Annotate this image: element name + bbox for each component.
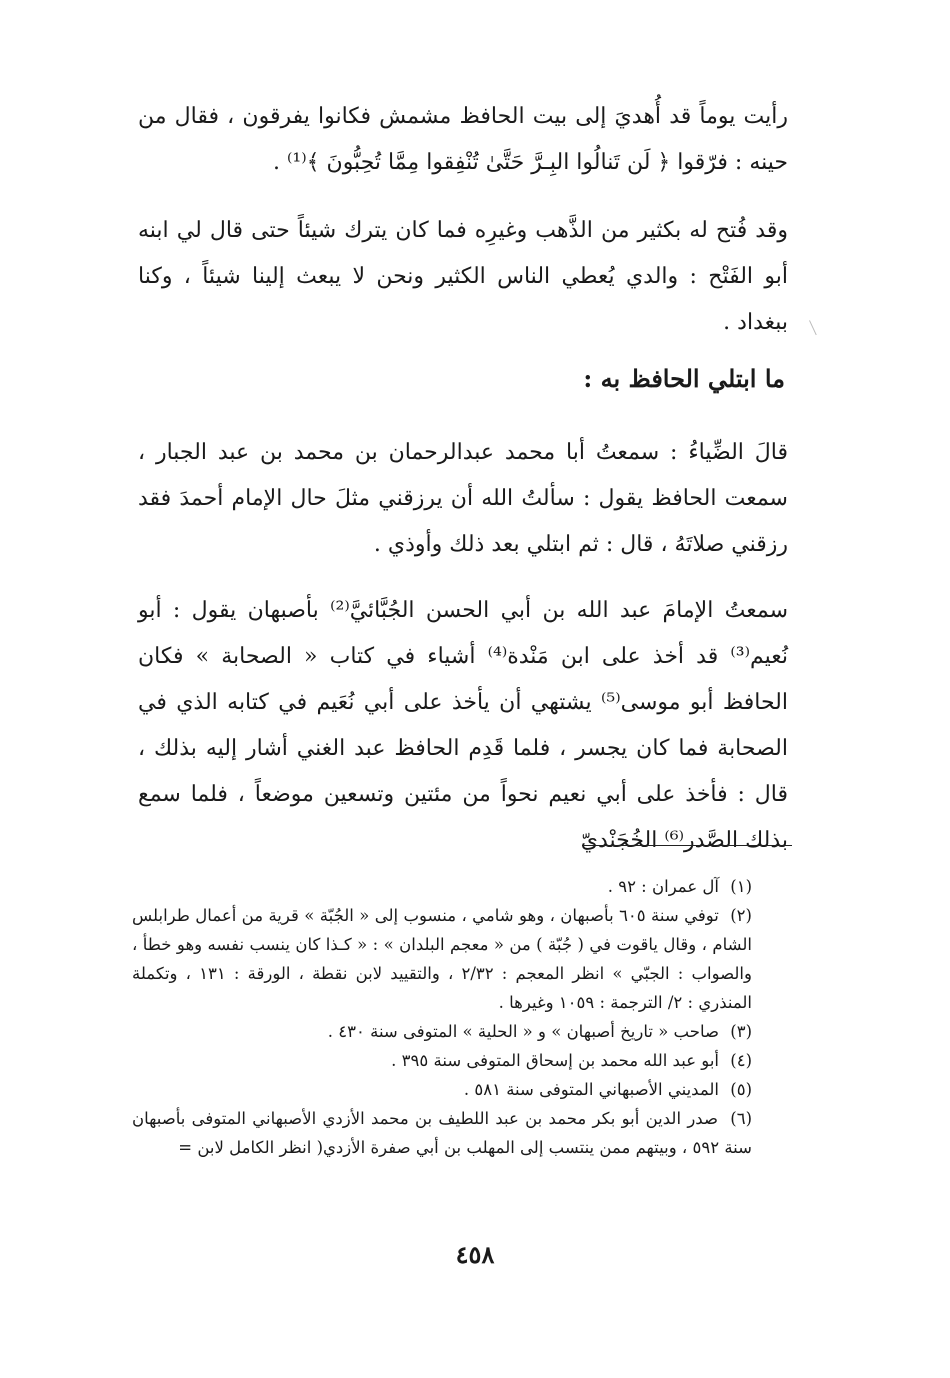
footnote-6 <box>132 1104 792 1162</box>
footnote-text: آل عمران : ٩٢ . <box>607 877 719 896</box>
footnote-number: (٦) <box>730 1109 753 1128</box>
paragraph-2: وقد فُتح له بكثير من الذَّهب وغيرِه فما كان يترك شيئاً حتى قال لي ابنه أبو الفَتْح : والدي يُعطي الناس الكثير ونحن لا يبعث إلينا شيئاً ، وكنا ببغداد . <box>138 218 788 335</box>
footnote-text: صاحب « تاريخ أصبهان » و « الحلية » المتوفى سنة ٤٣٠ . <box>327 1022 719 1041</box>
section-heading: ما ابتلي الحافظ به : <box>583 364 785 393</box>
footnote-number: (٤) <box>730 1051 752 1070</box>
paragraph-4: سمعتُ الإمامَ عبد الله بن أبي الحسن الجُبَّائيَّ⁽²⁾ بأصبهان يقول : أبو نُعيم⁽³⁾ قد أخذ على ابن مَنْدة⁽⁴⁾ أشياء في كتاب « الصحابة » فكان الحافظ أبو موسى⁽⁵⁾ يشتهي أن يأخذ على أبي نُعَيم في كتابه الذي في الصحابة فما كان يجسر ، فلما قَدِم الحافظ عبد الغني أشار إليه بذلك ، قال : فأخذ على أبي نعيم نحواً من مئتين وتسعين موضعاً ، فلما سمع بذلك الصَّدر⁽⁶⁾ الخُجَنْديّ <box>138 598 789 853</box>
page-number: ٤٥٨ <box>455 1240 495 1269</box>
footnote-number: (٢) <box>730 906 752 925</box>
footnote-text: توفي سنة ٦٠٥ بأصبهان ، وهو شامي ، منسوب إلى « الجُبّة » قرية من أعمال طرابلس الشام ، وقال ياقوت في ( جُبّة ) من « معجم البلدان » : « كـذا كان ينسب نفسه وهو خطأ ، والصواب : الجبّي » انظر المعجم : ٢/٣٢ ، والتقييد لابن نقطة ، الورقة : ١٣١ ، وتكملة المنذري : ٢/ الترجمة : ١٠٥٩ وغيرها . <box>132 906 752 1012</box>
paragraph-1: رأيت يوماً قد أُهديَ إلى بيت الحافظ مشمش فكانوا يفرقون ، فقال من حينه : فرّقوا ﴿ لَن تَنالُوا البِـرَّ حَتَّىٰ تُنْفِقوا مِمَّا تُحِبُّونَ ﴾⁽¹⁾ . <box>138 104 788 175</box>
footnote-number: (٥) <box>730 1080 752 1099</box>
footnotes <box>132 872 792 1162</box>
footnote-text: المديني الأصبهاني المتوفى سنة ٥٨١ . <box>463 1080 719 1099</box>
footnote-number: (١) <box>730 877 752 896</box>
footnote-text: صدر الدين أبو بكر محمد بن عبد اللطيف بن محمد الأزدي الأصبهاني المتوفى بأصبهان سنة ٥٩٢ ، وبيتهم ممن ينتسب إلى المهلب بن أبي صفرة الأزدي( انظر الكامل لابن = <box>132 1109 752 1157</box>
footnote-separator <box>582 845 792 846</box>
margin-mark <box>809 317 824 335</box>
footnote-4 <box>132 1046 792 1075</box>
footnote-text: أبو عبد الله محمد بن إسحاق المتوفى سنة ٣٩٥ . <box>391 1051 719 1070</box>
footnote-3 <box>132 1017 792 1046</box>
footnote-number: (٣) <box>730 1022 752 1041</box>
paragraph-3: قالَ الضِّياءُ : سمعتُ أبا محمد عبدالرحمان بن محمد بن عبد الجبار ، سمعت الحافظ يقول : سألتُ الله أن يرزقني مثلَ حال الإمام أحمدَ فقد رزقني صلاتَهُ ، قال : ثم ابتلي بعد ذلك وأوذي . <box>138 440 788 557</box>
footnote-1 <box>132 872 792 901</box>
footnote-5 <box>132 1075 792 1104</box>
footnote-2 <box>132 901 792 1017</box>
